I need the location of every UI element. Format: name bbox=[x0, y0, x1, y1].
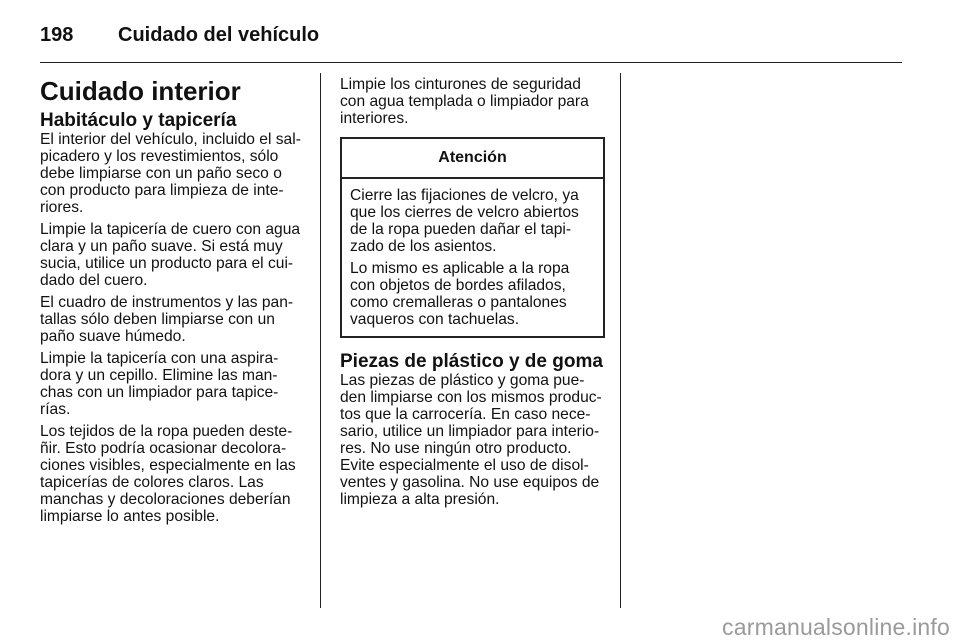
notice-title: Atención bbox=[342, 139, 603, 179]
paragraph: Limpie los cinturones de seguridad con agua templada o limpiador para interiores. bbox=[340, 76, 589, 127]
paragraph: Limpie la tapicería con una aspira-dora y un cepillo. Elimine las man-chas con un limpiador para tapice-rías. bbox=[40, 350, 279, 418]
paragraph: El interior del vehículo, incluido el sal-picadero y los revestimientos, sólo debe limpiarse con un paño seco o con producto para limpieza de inte-riores. bbox=[40, 131, 301, 216]
column-divider-right bbox=[620, 73, 621, 608]
paragraph: Las piezas de plástico y goma pue-den limpiarse con los mismos produc-tos que la carrocería. En caso nece-sario, utilice un limpiador para interio-res. No use ningún otro producto. Evite especialmente el uso de disol-ventes y gasolina. No use equipos de limpieza a alta presión. bbox=[340, 372, 602, 508]
header-title: Cuidado del vehículo bbox=[118, 24, 320, 46]
section-title: Cuidado interior bbox=[40, 76, 241, 106]
notice-box bbox=[340, 137, 605, 338]
notice-paragraph: Cierre las fijaciones de velcro, ya que los cierres de velcro abiertos de la ropa pueden dañar el tapi-zado de los asientos. bbox=[350, 187, 579, 255]
page-number: 198 bbox=[40, 24, 74, 46]
right-column bbox=[340, 76, 605, 513]
paragraph: El cuadro de instrumentos y las pan-tallas sólo deben limpiarse con un paño suave húmedo. bbox=[40, 294, 294, 345]
left-column bbox=[40, 76, 305, 530]
watermark: carmanualsonline.info bbox=[722, 614, 950, 640]
subsection-title: Piezas de plástico y de goma bbox=[340, 351, 603, 372]
paragraph: Los tejidos de la ropa pueden deste-ñir. Esto podría ocasionar decolora-ciones visibles, especialmente en las tapicerías de colores claros. Las manchas y decoloraciones deberían limpiarse lo antes posible. bbox=[40, 423, 296, 525]
subsection-title: Habitáculo y tapicería bbox=[40, 110, 237, 131]
page-header bbox=[40, 18, 902, 63]
notice-paragraph: Lo mismo es aplicable a la ropa con objetos de bordes afilados, como cremalleras o pantalones vaqueros con tachuelas. bbox=[350, 260, 570, 328]
column-divider-left bbox=[320, 73, 321, 608]
notice-body bbox=[342, 179, 603, 336]
paragraph: Limpie la tapicería de cuero con agua clara y un paño suave. Si está muy sucia, utilice un producto para el cui-dado del cuero. bbox=[40, 221, 301, 289]
